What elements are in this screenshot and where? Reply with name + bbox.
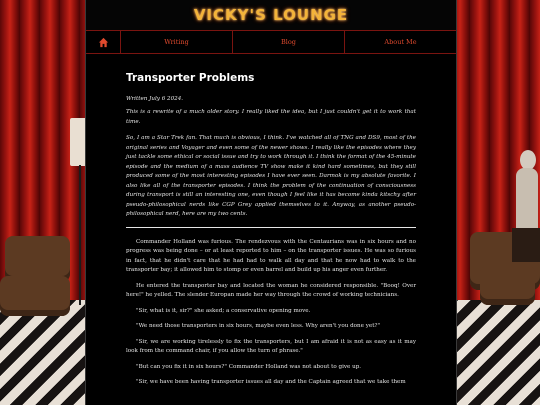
story-paragraph: He entered the transporter bay and located the woman he considered responsible. "Booq! Over here!" he yelled. The slender Europan made her way through the crowd of working technicians. [126,282,416,298]
story-paragraph: Commander Holland was furious. The rendezvous with the Centaurians was in six hours and no progress was being done – or at least reported to him – on the transporter issues. He was so furious in fact, that he didn't care that he had had to walk all day and that he now had to walk to the transporter bay; it allowed him to stomp or even barrel and build up his anger even further. [126,238,416,273]
article [86,54,456,388]
nav-about-me[interactable]: About Me [384,38,417,46]
intro-paragraph: This is a rewrite of a much older story. I really liked the idea, but I just couldn't get it to work that time. [126,109,416,125]
intro-paragraph: So, I am a Star Trek fan. That much is obvious, I think. I've watched all of TNG and DS9, most of the original series and Voyager and even some of the newer shows. I really like the episodes where they just tackle some ethical or social issue and try to work through it. I think the format of the 45-minute episode and the medium of a mass audience TV show make it kind hard sometimes, but they still produced some of the most interesting episodes I have ever seen. Darmok is my absolute favorite. I also like all of the transporter episodes. I think the problem of the continuation of consciousness during transport is still an interesting one, even though I feel like it has become kinda kitschy after pseudo-philosophical nerds like CGP Grey applied themselves to it. Anyway, as another pseudo-philosophical nerd, here are my two cents. [126,135,416,217]
nav-blog[interactable]: Blog [233,31,345,53]
story-paragraph: "Sir, we have been having transporter issues all day and the Captain agreed that we take them [136,379,406,385]
main-nav [86,31,456,54]
section-divider [126,227,416,228]
armchair-left-front [0,276,70,316]
nav-writing[interactable]: Writing [121,31,233,53]
content-column [85,0,457,405]
armchair-right-front [480,265,535,305]
article-date: Written July 6 2024. [126,96,184,102]
story-paragraph: "Sir, we are working tirelessly to fix the transporters, but I am afraid it is not as easy as it may look from the command chair, if you allow the turn of phrase." [126,338,416,354]
lamp-pole [79,165,81,305]
article-title: Transporter Problems [126,72,255,84]
statue-body [516,168,538,230]
statue-head [520,150,536,170]
site-banner [86,0,456,31]
story-paragraph: "Sir, what is it, sir?" she asked; a conservative opening move. [136,307,311,314]
statue-pedestal [512,228,540,262]
story-paragraph: "We need those transporters in six hours, maybe even less. Why aren't you done yet?" [136,323,381,329]
site-logo[interactable]: VICKY'S LOUNGE [193,6,349,24]
home-icon [98,37,109,48]
nav-home[interactable] [86,31,121,53]
story-paragraph: "But can you fix it in six hours?" Commander Holland was not about to give up. [136,363,362,370]
